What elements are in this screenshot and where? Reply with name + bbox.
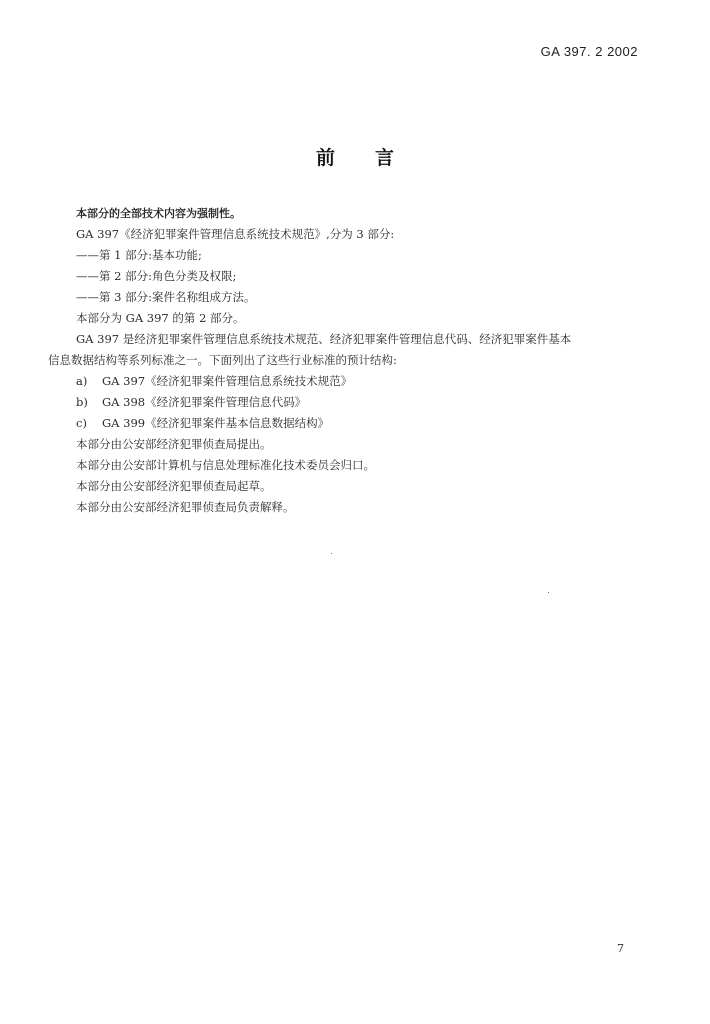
page-number: 7 bbox=[617, 942, 624, 955]
series-item-mark: a) bbox=[76, 374, 88, 388]
standard-code: GA 397. 2 2002 bbox=[540, 44, 638, 59]
series-item-a bbox=[48, 371, 648, 392]
standard-parts-intro: GA 397《经济犯罪案件管理信息系统技术规范》,分为 3 部分: bbox=[76, 227, 395, 241]
scan-speck bbox=[548, 592, 549, 593]
part-2-item: ——第 2 部分:角色分类及权限; bbox=[76, 269, 237, 283]
centralized-by-statement: 本部分由公安部计算机与信息处理标准化技术委员会归口。 bbox=[76, 458, 375, 472]
this-part-statement: 本部分为 GA 397 的第 2 部分。 bbox=[76, 311, 245, 325]
foreword-body bbox=[48, 203, 648, 518]
proposer-statement: 本部分由公安部经济犯罪侦查局提出。 bbox=[76, 437, 272, 451]
page-title: 前言 bbox=[315, 147, 434, 169]
series-item-text: GA 399《经济犯罪案件基本信息数据结构》 bbox=[102, 416, 330, 430]
mandatory-statement: 本部分的全部技术内容为强制性。 bbox=[76, 207, 241, 220]
part-3-item: ——第 3 部分:案件名称组成方法。 bbox=[76, 290, 256, 304]
series-item-c bbox=[48, 413, 648, 434]
series-item-b bbox=[48, 392, 648, 413]
scan-speck bbox=[331, 553, 332, 554]
part-1-item: ——第 1 部分:基本功能; bbox=[76, 248, 202, 262]
series-item-text: GA 398《经济犯罪案件管理信息代码》 bbox=[102, 395, 307, 409]
interpretation-statement: 本部分由公安部经济犯罪侦查局负责解释。 bbox=[76, 500, 295, 514]
series-item-text: GA 397《经济犯罪案件管理信息系统技术规范》 bbox=[102, 374, 353, 388]
series-intro-line-1: GA 397 是经济犯罪案件管理信息系统技术规范、经济犯罪案件管理信息代码、经济犯罪案件基本 bbox=[76, 332, 572, 346]
series-item-mark: c) bbox=[76, 416, 87, 430]
series-item-mark: b) bbox=[76, 395, 88, 409]
drafter-statement: 本部分由公安部经济犯罪侦查局起草。 bbox=[76, 479, 272, 493]
series-intro-line-2: 信息数据结构等系列标准之一。下面列出了这些行业标准的预计结构: bbox=[48, 353, 397, 367]
